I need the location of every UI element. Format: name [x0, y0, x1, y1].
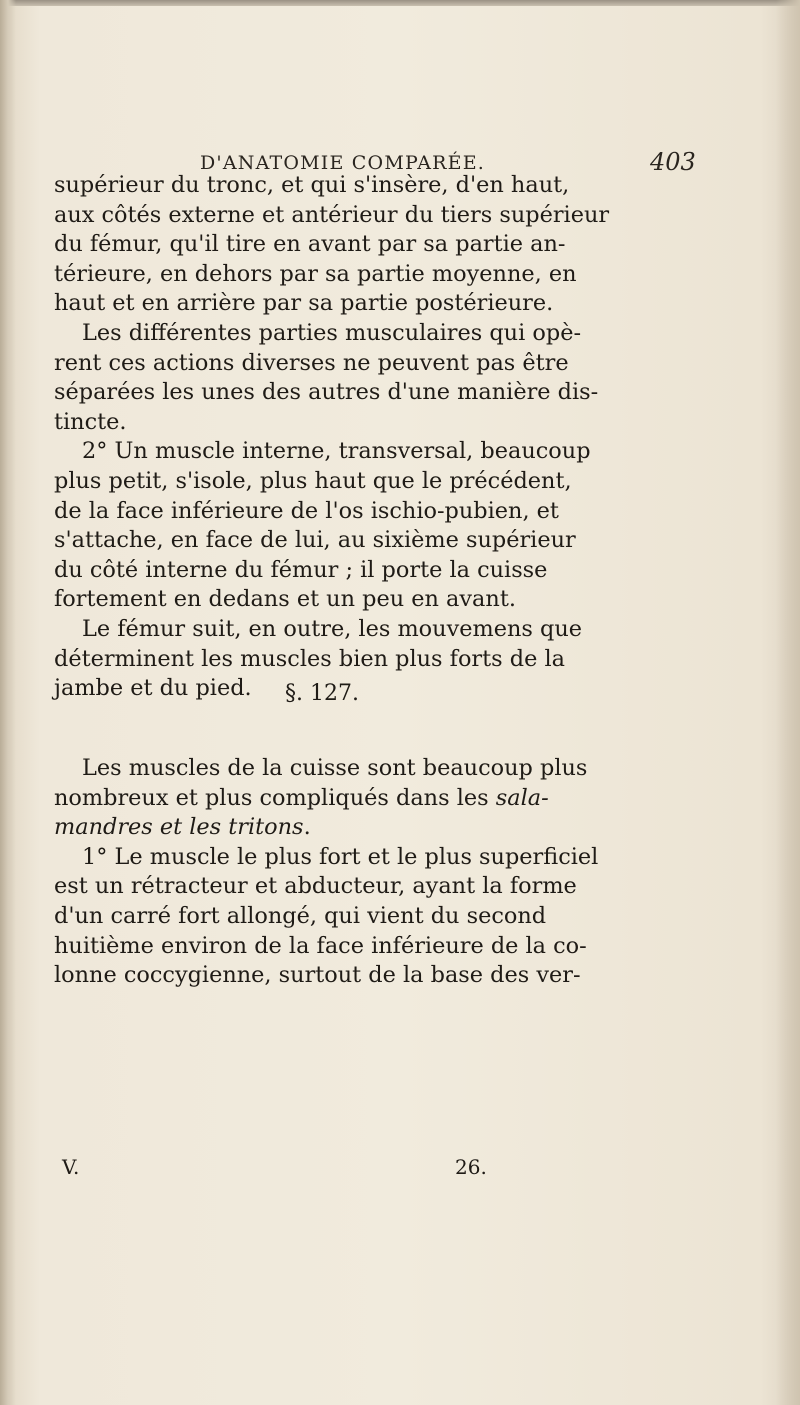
- text-line: d'un carré fort allongé, qui vient du second: [54, 902, 547, 929]
- text-line: supérieur du tronc, et qui s'insère, d'en haut,: [54, 172, 570, 198]
- text-fragment: nombreux et plus compliqués dans les: [54, 784, 496, 811]
- page-number: 403: [650, 148, 696, 176]
- text-line: Le fémur suit, en outre, les mouvemens que: [82, 615, 582, 642]
- text-line: haut et en arrière par sa partie postérieure.: [54, 290, 554, 317]
- text-line: rent ces actions diverses ne peuvent pas être: [54, 349, 569, 376]
- text-line: huitième environ de la face inférieure de la co-: [54, 932, 587, 959]
- page-right-edge: [776, 0, 800, 1405]
- text-line: [54, 813, 754, 843]
- folio-number: 26.: [455, 1155, 487, 1179]
- italic-word: sala-: [495, 784, 549, 811]
- text-line: est un rétracteur et abducteur, ayant la forme: [54, 873, 577, 900]
- text-line: s'attache, en face de lui, au sixième supérieur: [54, 527, 576, 554]
- text-line: jambe et du pied.: [54, 675, 252, 702]
- text-line: lonne coccygienne, surtout de la base des ver-: [54, 962, 581, 989]
- top-rule: [0, 0, 800, 6]
- text-line: séparées les unes des autres d'une manière dis-: [54, 379, 599, 406]
- text-line: du côté interne du fémur ; il porte la cuisse: [54, 556, 548, 583]
- body-text: [54, 171, 754, 704]
- running-head: D'ANATOMIE COMPARÉE.: [200, 152, 486, 174]
- body-text-continued: [54, 754, 754, 991]
- page-left-edge: [0, 0, 16, 1405]
- italic-word: tritons: [228, 814, 304, 841]
- text-line: 1° Le muscle le plus fort et le plus superficiel: [82, 843, 599, 870]
- section-heading: §. 127.: [285, 681, 359, 706]
- text-line: de la face inférieure de l'os ischio-pubien, et: [54, 497, 559, 524]
- text-line: du fémur, qu'il tire en avant par sa partie an-: [54, 231, 566, 258]
- text-line: Les différentes parties musculaires qui opè-: [82, 319, 582, 346]
- text-line: déterminent les muscles bien plus forts de la: [54, 645, 565, 672]
- text-line: plus petit, s'isole, plus haut que le précédent,: [54, 467, 572, 494]
- text-line: fortement en dedans et un peu en avant.: [54, 586, 516, 613]
- text-fragment: .: [303, 814, 311, 841]
- text-line: 2° Un muscle interne, transversal, beaucoup: [82, 438, 591, 465]
- signature-mark: V.: [62, 1155, 80, 1179]
- text-line: [54, 784, 754, 814]
- text-line: aux côtés externe et antérieur du tiers supérieur: [54, 201, 610, 228]
- text-fragment: mandres et les: [54, 814, 229, 841]
- text-line: tincte.: [54, 408, 127, 435]
- text-line: Les muscles de la cuisse sont beaucoup plus: [82, 755, 588, 781]
- text-line: térieure, en dehors par sa partie moyenne, en: [54, 260, 577, 287]
